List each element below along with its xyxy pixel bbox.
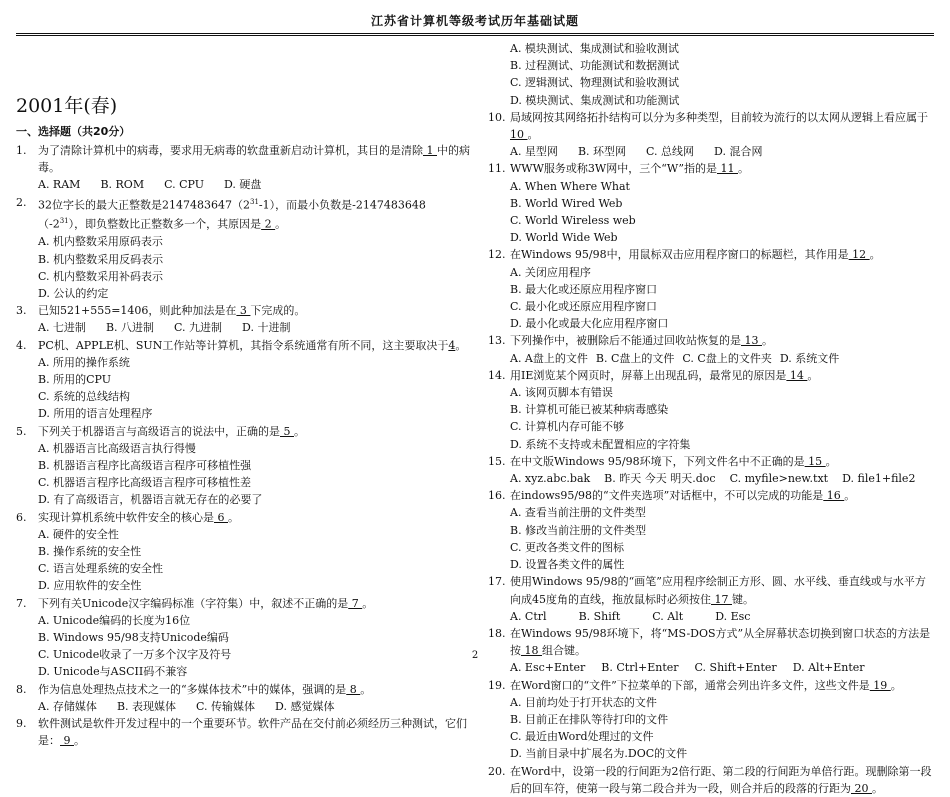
question-2: 2. 32位字长的最大正整数是$2147483647(2^{31}-1)$，而最小负数是$-2147483648(-2^{31})$，即负整数比正整数多一个，其原因是 2 。 (16, 195, 426, 232)
option: A. 存储媒体 (38, 699, 97, 713)
option: D. 当前目录中扩展名为.DOC的文件 (510, 747, 688, 761)
question-15: 15. 在中文版Windows 95/98环境下，下列文件名中不正确的是 15 。 (488, 454, 837, 468)
option: C. Unicode收录了一万多个汉字及符号 (38, 648, 232, 662)
option: B. Shift (578, 609, 621, 623)
option: B. 过程测试、功能测试和数据测试 (510, 59, 680, 73)
option: D. 最小化或最大化应用程序窗口 (510, 317, 669, 331)
option: D. 设置各类文件的属性 (510, 558, 625, 572)
option: D. Unicode与ASCII码不兼容 (38, 665, 188, 679)
option: C. 最近由Word处理过的文件 (510, 730, 654, 744)
option: A. 目前均处于打开状态的文件 (510, 695, 657, 709)
option: C. 总线网 (646, 145, 695, 159)
answer-blank: 4 (448, 338, 456, 352)
question-12-options (488, 264, 936, 333)
answer-blank: 6 (214, 510, 228, 524)
answer-blank: 8 (346, 682, 361, 696)
option: D. file1+file2 (842, 472, 916, 486)
answer-blank: 14 (786, 368, 808, 382)
option: A. 该网页脚本有错误 (510, 386, 613, 400)
option: A. 机器语言比高级语言执行得慢 (38, 441, 196, 455)
option: A. A盘上的文件 (510, 351, 588, 365)
option: B. 最大化或还原应用程序窗口 (510, 282, 658, 296)
option: C. 更改各类文件的图标 (510, 540, 625, 554)
question-2-options (16, 233, 472, 302)
option: C. C盘上的文件夹 (682, 351, 772, 365)
answer-blank: 11 (716, 162, 738, 176)
question-7-options (16, 612, 472, 681)
question-18-options (488, 659, 936, 676)
answer-blank: 12 (848, 248, 870, 262)
answer-blank: 17 (711, 592, 732, 606)
option: A. 星型网 (510, 145, 558, 159)
option: D. 应用软件的安全性 (38, 579, 142, 593)
answer-blank: 16 (823, 489, 845, 503)
question-4: 4. PC机、APPLE机、SUN工作站等计算机，其指令系统通常有所不同，这主要取决于4。 (16, 338, 467, 352)
answer-blank: 18 (521, 644, 542, 658)
option: A. xyz.abc.bak (510, 472, 591, 486)
option: B. World Wired Web (510, 196, 623, 210)
answer-blank: 7 (348, 596, 363, 610)
question-16: 16. 在indows95/98的“文件夹选项”对话框中，不可以完成的功能是 16 。 (488, 489, 856, 503)
option: B. ROM (100, 178, 145, 192)
question-6: 6. 实现计算机系统中软件安全的核心是 6 。 (16, 510, 239, 524)
option: B. 机内整数采用反码表示 (38, 252, 164, 266)
question-19: 19. 在Word窗口的“文件”下拉菜单的下部，通常会列出许多文件，这些文件是 19 。 (488, 678, 902, 692)
option: D. 十进制 (242, 321, 291, 335)
option: B. 计算机可能已被某种病毒感染 (510, 403, 669, 417)
year-title: 2001年(春) (16, 95, 118, 117)
option: D. 模块测试、集成测试和功能测试 (510, 93, 680, 107)
question-10-options (488, 143, 936, 160)
option: C. Shift+Enter (694, 661, 777, 675)
option: D. 硬盘 (224, 178, 262, 192)
option: A. RAM (38, 178, 81, 192)
question-1-options (16, 176, 472, 193)
question-9-options (488, 40, 936, 109)
option: B. Ctrl+Enter (601, 661, 679, 675)
option: C. 最小化或还原应用程序窗口 (510, 300, 658, 314)
option: D. 有了高级语言，机器语言就无存在的必要了 (38, 493, 263, 507)
option: A. 所用的操作系统 (38, 355, 130, 369)
answer-blank: 13 (741, 334, 762, 348)
section-title: 一、选择题（共20分） (16, 125, 131, 138)
left-column (16, 40, 472, 749)
right-column (488, 40, 936, 797)
question-8-options (16, 698, 472, 715)
question-12: 12. 在Windows 95/98中，用鼠标双击应用程序窗口的标题栏，其作用是 12 。 (488, 248, 881, 262)
option: C. 机内整数采用补码表示 (38, 269, 164, 283)
question-20: 20. 在Word中，设第一段的行间距为2倍行距、第二段的行间距为单倍行距。现删除第一段后的回车符，使第一段与第二段合并为一段，则合并后的段落的行距为 20 。 (488, 764, 932, 795)
answer-blank: 3 (236, 304, 251, 318)
option: D. World Wide Web (510, 231, 618, 245)
question-15-options (488, 470, 936, 487)
question-4-options (16, 354, 472, 423)
option: C. 计算机内存可能不够 (510, 420, 625, 434)
option: D. 混合网 (714, 145, 763, 159)
question-14-options (488, 384, 936, 453)
option: C. 系统的总线结构 (38, 390, 131, 404)
option: C. 逻辑测试、物理测试和验收测试 (510, 76, 680, 90)
question-19-options (488, 694, 936, 763)
question-6-options (16, 526, 472, 595)
option: B. 目前正在排队等待打印的文件 (510, 712, 669, 726)
option: A. 七进制 (38, 321, 86, 335)
option: B. C盘上的文件 (595, 351, 675, 365)
option: D. Esc (715, 609, 751, 623)
option: C. CPU (164, 178, 204, 192)
question-9: 9. 软件测试是软件开发过程中的一个重要环节。软件产品在交付前必须经历三种测试，它们是： 9 。 (16, 717, 467, 748)
question-13: 13. 下列操作中，被删除后不能通过回收站恢复的是 13 。 (488, 334, 773, 348)
option: A. 模块测试、集成测试和验收测试 (510, 42, 679, 55)
option: D. 所用的语言处理程序 (38, 407, 153, 421)
question-8: 8. 作为信息处理热点技术之一的“多媒体技术”中的媒体，强调的是 8 。 (16, 682, 372, 696)
question-11-options (488, 178, 936, 247)
option: A. 查看当前注册的文件类型 (510, 506, 646, 520)
option: C. 九进制 (174, 321, 223, 335)
question-3: 3. 已知521+555=1406，则此种加法是在 3 下完成的。 (16, 304, 306, 318)
option: D. 感觉媒体 (275, 699, 335, 713)
option: B. 昨天 今天 明天.doc (604, 472, 716, 486)
question-1: 1. 为了清除计算机中的病毒，要求用无病毒的软盘重新启动计算机，其目的是清除 1 中的病毒。 (16, 144, 470, 175)
question-5-options (16, 440, 472, 509)
option: C. Alt (652, 609, 684, 623)
option: A. When Where What (510, 179, 630, 193)
option: A. Ctrl (510, 609, 547, 623)
option: D. 系统文件 (779, 351, 840, 365)
answer-blank: 5 (280, 424, 294, 438)
question-13-options (488, 350, 936, 367)
page-header (16, 6, 934, 36)
question-17-options (488, 608, 936, 625)
option: D. Alt+Enter (792, 661, 865, 675)
option: A. 机内整数采用原码表示 (38, 235, 163, 249)
option: C. 机器语言程序比高级语言程序可移植性差 (38, 476, 252, 490)
option: B. 机器语言程序比高级语言程序可移植性强 (38, 458, 252, 472)
answer-blank: 15 (804, 454, 826, 468)
answer-blank: 10 (510, 128, 528, 142)
option: B. 八进制 (105, 321, 155, 335)
question-11: 11. WWW服务或称3W网中，三个“W”指的是 11 。 (488, 162, 749, 176)
option: B. 操作系统的安全性 (38, 544, 142, 558)
option: D. 系统不支持或未配置相应的字符集 (510, 437, 691, 451)
question-18: 18. 在Windows 95/98环境下，将“MS-DOS方式”从全屏幕状态切换到窗口状态的方法是按 18 组合键。 (488, 626, 931, 658)
answer-blank: 9 (60, 734, 74, 748)
option: C. World Wireless web (510, 214, 636, 228)
answer-blank: 19 (869, 678, 891, 692)
page-number: 2 (471, 650, 479, 661)
option: A. Unicode编码的长度为16位 (38, 613, 191, 627)
option: A. 关闭应用程序 (510, 265, 591, 279)
question-17: 17. 使用Windows 95/98的“画笔”应用程序绘制正方形、圆、水平线、垂直线或与水平方向成45度角的直线，拖放鼠标时必须按住 17 键。 (488, 575, 926, 606)
question-14: 14. 用IE浏览某个网页时，屏幕上出现乱码，最常见的原因是 14 。 (488, 368, 819, 382)
option: D. 公认的约定 (38, 286, 109, 300)
option: C. myfile>new.txt (729, 472, 829, 486)
option: C. 传输媒体 (196, 699, 256, 713)
option: B. 环型网 (577, 145, 627, 159)
question-5: 5. 下列关于机器语言与高级语言的说法中，正确的是 5 。 (16, 424, 305, 438)
question-16-options (488, 504, 936, 573)
question-10: 10. 局域网按其网络拓扑结构可以分为多种类型，目前较为流行的以太网从逻辑上看应属于 10 。 (488, 110, 928, 142)
header-title: 江苏省计算机等级考试历年基础试题 (370, 14, 579, 28)
answer-blank: 1 (423, 144, 437, 157)
answer-blank: 20 (851, 781, 872, 795)
question-3-options (16, 319, 472, 336)
option: B. 表现媒体 (116, 699, 177, 713)
question-7: 7. 下列有关Unicode汉字编码标准（字符集）中，叙述不正确的是 7 。 (16, 596, 374, 610)
option: B. 所用的CPU (38, 372, 111, 386)
option: B. Windows 95/98支持Unicode编码 (38, 631, 229, 644)
option: C. 语言处理系统的安全性 (38, 562, 164, 576)
option: A. Esc+Enter (510, 661, 586, 675)
option: B. 修改当前注册的文件类型 (510, 523, 647, 537)
answer-blank: 2 (261, 218, 276, 232)
option: A. 硬件的安全性 (38, 527, 119, 541)
